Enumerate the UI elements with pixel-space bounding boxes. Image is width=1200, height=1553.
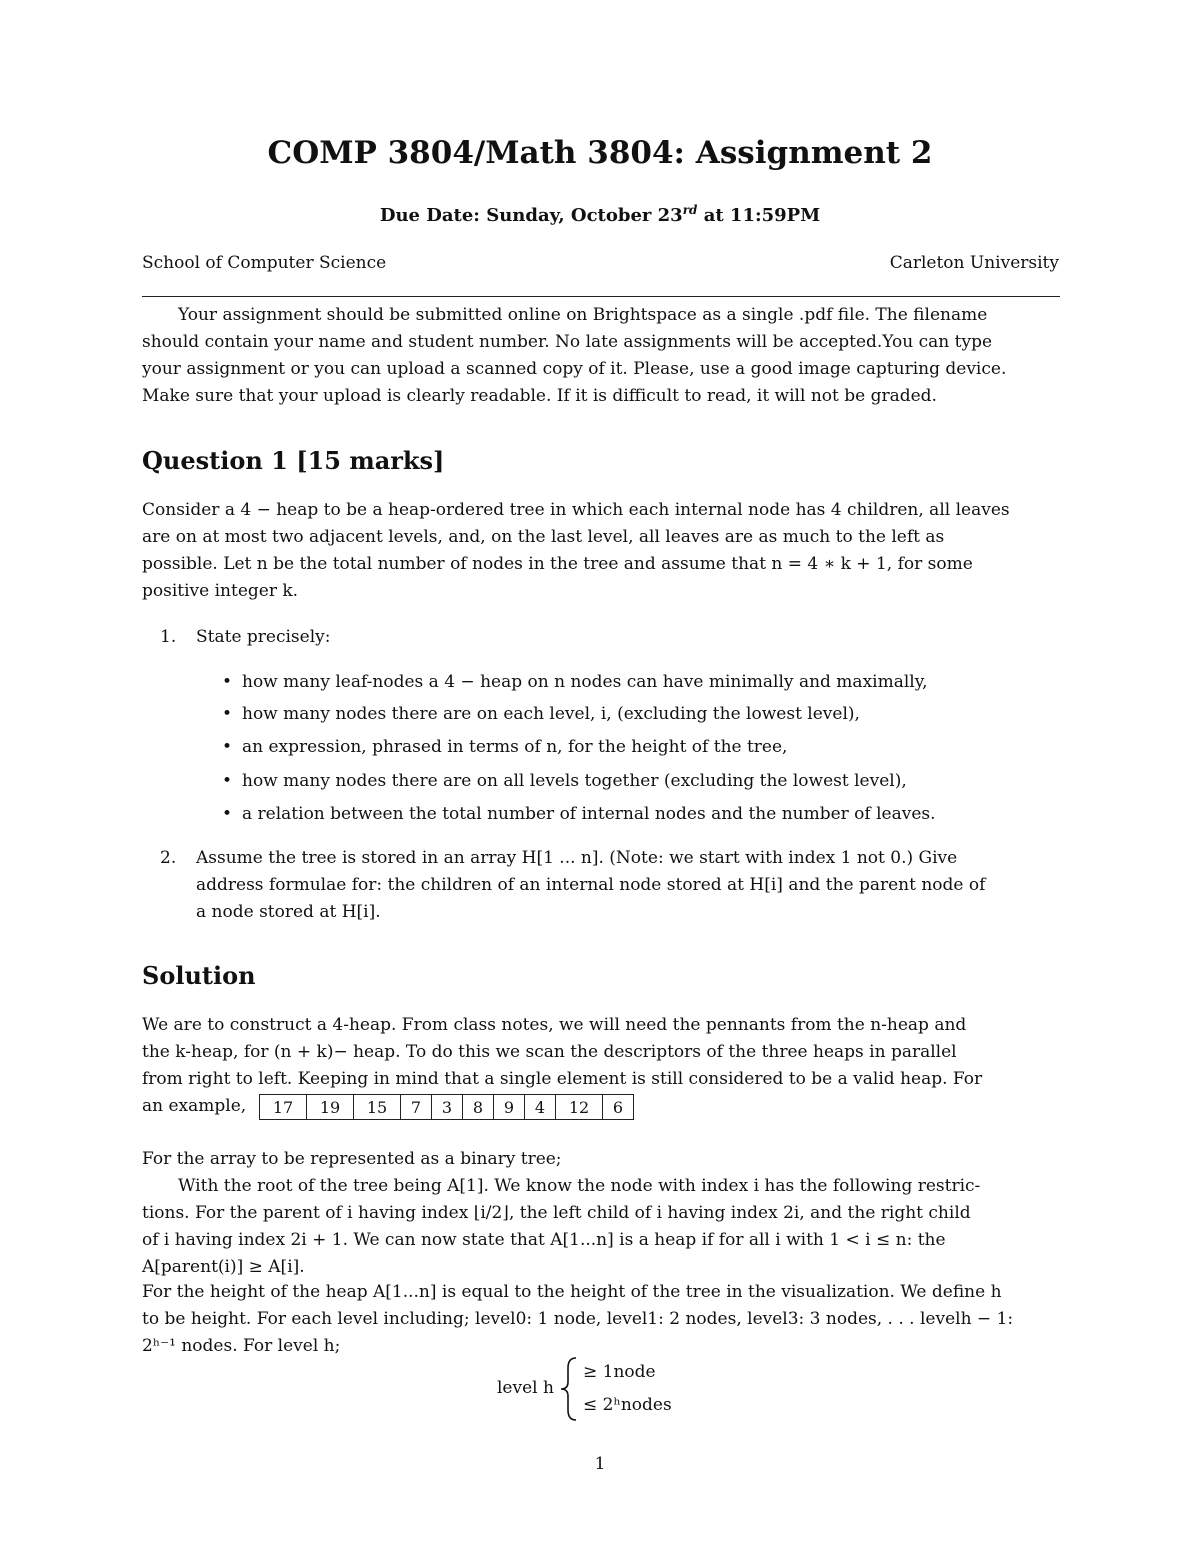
- intro-line: your assignment or you can upload a scanned copy of it. Please, use a good image capturing device.: [142, 359, 1007, 379]
- solution-line: We are to construct a 4-heap. From class notes, we will need the pennants from the n-heap and: [142, 1015, 967, 1035]
- bullet-item: how many nodes there are on all levels together (excluding the lowest level),: [242, 771, 907, 791]
- array-cell: 3: [432, 1095, 463, 1120]
- array-cell: 17: [260, 1095, 307, 1120]
- page-title: COMP 3804/Math 3804: Assignment 2: [267, 135, 933, 171]
- intro-line: Make sure that your upload is clearly readable. If it is difficult to read, it will not be graded.: [142, 386, 937, 406]
- array-cell: 9: [494, 1095, 525, 1120]
- bullet-item: an expression, phrased in terms of n, for the height of the tree,: [242, 737, 788, 757]
- question-text-line: positive integer k.: [142, 581, 299, 601]
- array-cell: 19: [307, 1095, 354, 1120]
- item-text-line: Assume the tree is stored in an array H[1 ... n]. (Note: we start with index 1 not 0.) Give: [196, 848, 958, 868]
- root-line: tions. For the parent of i having index ⌊i/2⌋, the left child of i having index 2i, and the right child: [142, 1203, 971, 1223]
- solution-line: from right to left. Keeping in mind that a single element is still considered to be a valid heap. For: [142, 1069, 983, 1089]
- array-cell: 12: [556, 1095, 603, 1120]
- bullet-item: how many nodes there are on each level, i, (excluding the lowest level),: [242, 704, 860, 724]
- item-number: 1.: [160, 627, 177, 647]
- bullet-icon: •: [222, 771, 233, 791]
- bullet-icon: •: [222, 804, 233, 824]
- school-name: School of Computer Science: [142, 253, 387, 273]
- piecewise-label: level h: [497, 1378, 554, 1398]
- binary-tree-line: For the array to be represented as a binary tree;: [142, 1149, 562, 1169]
- bullet-icon: •: [222, 704, 233, 724]
- solution-line: the k-heap, for (n + k)− heap. To do this we scan the descriptors of the three heaps in parallel: [142, 1042, 957, 1062]
- question-text-line: Consider a 4 − heap to be a heap-ordered tree in which each internal node has 4 children, all leaves: [142, 500, 1010, 520]
- page-number: 1: [594, 1454, 606, 1474]
- array-cell: 8: [463, 1095, 494, 1120]
- bullet-item: a relation between the total number of internal nodes and the number of leaves.: [242, 804, 936, 824]
- intro-line: should contain your name and student number. No late assignments will be accepted.You can type: [142, 332, 993, 352]
- item-text-line: a node stored at H[i].: [196, 902, 381, 922]
- height-line: to be height. For each level including; level0: 1 node, level1: 2 nodes, level3: 3 nodes, . . . levelh − 1:: [142, 1309, 1014, 1329]
- item-number: 2.: [160, 848, 177, 868]
- root-line: With the root of the tree being A[1]. We know the node with index i has the following restric-: [178, 1176, 981, 1196]
- due-date: [0, 203, 1200, 226]
- due-date-prefix: Due Date: Sunday, October 23: [379, 205, 683, 226]
- piecewise-case-bottom: ≤ 2ʰnodes: [583, 1395, 672, 1415]
- university-name: Carleton University: [889, 253, 1059, 273]
- item-text: State precisely:: [196, 627, 331, 647]
- question-text-line: are on at most two adjacent levels, and, on the last level, all leaves are as much to the left as: [142, 527, 945, 547]
- example-label: an example,: [142, 1096, 247, 1116]
- intro-line: Your assignment should be submitted online on Brightspace as a single .pdf file. The filename: [178, 305, 988, 325]
- question-text-line: possible. Let n be the total number of nodes in the tree and assume that n = 4 ∗ k + 1, for some: [142, 554, 973, 574]
- left-brace-icon: [558, 1356, 580, 1422]
- bullet-icon: •: [222, 737, 233, 757]
- solution-heading: Solution: [142, 961, 256, 990]
- bullet-item: how many leaf-nodes a 4 − heap on n nodes can have minimally and maximally,: [242, 672, 928, 692]
- array-cell: 7: [401, 1095, 432, 1120]
- due-date-suffix: at 11:59PM: [697, 205, 821, 226]
- height-line: 2ʰ⁻¹ nodes. For level h;: [142, 1336, 341, 1356]
- example-array: [259, 1094, 634, 1120]
- item-text-line: address formulae for: the children of an internal node stored at H[i] and the parent node of: [196, 875, 986, 895]
- array-cell: 15: [354, 1095, 401, 1120]
- due-date-superscript: rd: [682, 203, 698, 217]
- array-cell: 4: [525, 1095, 556, 1120]
- header-rule: [142, 296, 1060, 297]
- height-line: For the height of the heap A[1...n] is equal to the height of the tree in the visualization. We define h: [142, 1282, 1002, 1302]
- root-line: of i having index 2i + 1. We can now state that A[1...n] is a heap if for all i with 1 < i ≤ n: the: [142, 1230, 946, 1250]
- bullet-icon: •: [222, 672, 233, 692]
- example-array-table: [259, 1094, 634, 1120]
- root-line: A[parent(i)] ≥ A[i].: [142, 1257, 305, 1277]
- question-1-heading: Question 1 [15 marks]: [142, 446, 445, 475]
- array-cell: 6: [603, 1095, 634, 1120]
- piecewise-case-top: ≥ 1node: [583, 1362, 656, 1382]
